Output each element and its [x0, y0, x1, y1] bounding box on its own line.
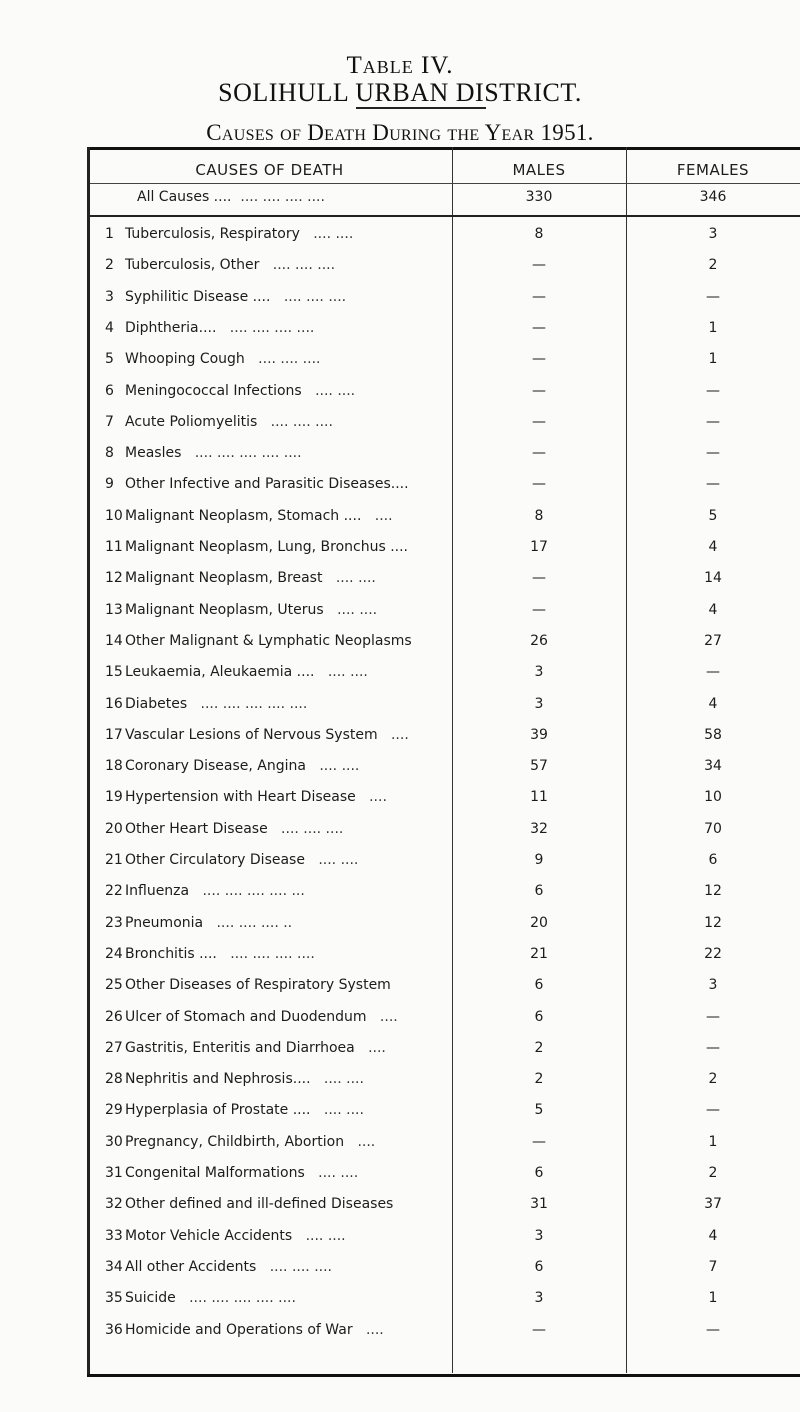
cause-number: 34: [105, 1258, 123, 1275]
table-row: [87, 226, 800, 252]
leader-dots: .... .... ....: [272, 257, 336, 274]
header-divider: [90, 183, 800, 184]
cause-number: 5: [105, 351, 114, 368]
cause-label: [105, 789, 450, 805]
table-bottom-border: [87, 1374, 800, 1377]
males-value: —: [532, 319, 546, 336]
cause-label: [105, 1196, 450, 1212]
cause-number: 36: [105, 1321, 123, 1338]
leader-dots: .... ....: [318, 852, 359, 868]
leader-dots: .... ....: [323, 1102, 364, 1119]
females-value: 4: [708, 1227, 718, 1244]
table-row: [87, 1009, 800, 1035]
males-value: —: [532, 570, 546, 587]
females-value: —: [706, 1008, 720, 1025]
females-value: 22: [704, 945, 722, 962]
cause-label: [105, 696, 450, 712]
column-header-causes: CAUSES OF DEATH: [195, 161, 344, 179]
cause-name: Pneumonia: [125, 914, 204, 931]
males-value: —: [532, 601, 546, 618]
females-value: 14: [704, 570, 722, 587]
males-value: 6: [534, 977, 544, 994]
title-underline: [356, 107, 486, 109]
cause-number: 30: [105, 1133, 123, 1150]
cause-number: 11: [105, 539, 123, 555]
cause-label: [105, 1134, 450, 1150]
leader-dots: ....: [357, 1133, 376, 1150]
females-value: 4: [708, 695, 718, 712]
cause-label: [105, 1102, 450, 1118]
males-value: 8: [534, 226, 544, 242]
cause-label: [105, 821, 450, 837]
cause-number: 28: [105, 1071, 123, 1088]
males-value: 26: [530, 632, 548, 649]
all-causes-row: [87, 189, 800, 215]
males-value: 8: [534, 507, 544, 524]
females-value: —: [706, 413, 720, 430]
males-value: 6: [534, 883, 544, 900]
cause-label: [105, 727, 450, 743]
cause-name: Other Heart Disease: [125, 820, 268, 837]
cause-name: Measles: [125, 445, 182, 462]
cause-label: [105, 602, 450, 618]
cause-name: Tuberculosis, Other: [125, 257, 260, 274]
table-row: [87, 977, 800, 1003]
cause-label: [105, 476, 450, 492]
females-value: 12: [704, 914, 722, 931]
cause-number: 20: [105, 820, 123, 837]
cause-name: Malignant Neoplasm, Breast: [125, 570, 323, 587]
cause-number: 7: [105, 413, 114, 430]
table-row: [87, 1259, 800, 1285]
table-row: [87, 414, 800, 440]
table-row: [87, 1290, 800, 1316]
cause-label: [105, 508, 450, 524]
females-value: 70: [704, 820, 722, 837]
leader-dots: .... .... ....: [258, 351, 321, 368]
males-value: 20: [530, 914, 548, 931]
cause-label: [105, 946, 450, 962]
males-value: 11: [530, 789, 548, 806]
all-causes-males: 330: [525, 189, 553, 205]
females-value: 1: [708, 351, 718, 368]
cause-name: Pregnancy, Childbirth, Abortion: [125, 1133, 345, 1150]
leader-dots: .... ....: [315, 382, 356, 399]
table-row: [87, 946, 800, 972]
table-row: [87, 1040, 800, 1066]
cause-name: Vascular Lesions of Nervous System: [125, 726, 378, 743]
females-value: 10: [704, 789, 722, 806]
cause-name: Diphtheria....: [125, 319, 217, 336]
males-value: 3: [534, 1227, 544, 1244]
leader-dots: .... .... .... .... ...: [202, 883, 305, 900]
males-value: 31: [530, 1196, 548, 1213]
cause-label: [105, 289, 450, 305]
males-value: 2: [534, 1039, 544, 1056]
females-value: —: [706, 1039, 720, 1056]
females-value: 6: [708, 852, 718, 868]
cause-name: Diabetes: [125, 695, 188, 712]
females-value: 12: [704, 883, 722, 900]
leader-dots: ....: [369, 789, 387, 806]
table-row: [87, 633, 800, 659]
leader-dots: .... ....: [318, 1165, 359, 1181]
cause-label: [105, 1040, 450, 1056]
table-row: [87, 289, 800, 315]
table-row: [87, 1102, 800, 1128]
females-value: 2: [708, 257, 718, 274]
leader-dots: .... ....: [313, 226, 354, 242]
cause-name: Leukaemia, Aleukaemia ....: [125, 664, 315, 681]
cause-name: All other Accidents: [125, 1258, 257, 1275]
leader-dots: .... ....: [323, 1071, 364, 1088]
males-value: 3: [534, 1290, 544, 1307]
leader-dots: ....: [368, 1039, 386, 1056]
males-value: 3: [534, 664, 544, 681]
cause-number: 26: [105, 1008, 123, 1025]
leader-dots: .... .... .... .... ....: [200, 695, 308, 712]
leader-dots: ....: [365, 1321, 384, 1338]
column-header-males: MALES: [512, 161, 566, 179]
leader-dots: .... ....: [327, 664, 368, 681]
cause-number: 31: [105, 1165, 123, 1181]
females-value: —: [706, 288, 720, 305]
cause-number: 9: [105, 476, 114, 493]
cause-number: 14: [105, 632, 123, 649]
cause-number: 12: [105, 570, 123, 587]
males-value: —: [532, 257, 546, 274]
cause-name: Bronchitis ....: [125, 945, 217, 962]
males-value: 6: [534, 1165, 544, 1181]
cause-label: [105, 1290, 450, 1306]
leader-dots: .... ....: [337, 601, 378, 618]
cause-name: Ulcer of Stomach and Duodendum: [125, 1008, 367, 1025]
males-value: 3: [534, 695, 544, 712]
cause-number: 24: [105, 945, 123, 962]
females-value: 7: [708, 1258, 718, 1275]
cause-name: Malignant Neoplasm, Stomach ....: [125, 507, 362, 524]
table-row: [87, 1165, 800, 1191]
males-value: —: [532, 288, 546, 305]
males-value: —: [532, 351, 546, 368]
cause-label: [105, 351, 450, 367]
cause-number: 17: [105, 726, 123, 743]
leader-dots: .... .... ....: [281, 820, 344, 837]
cause-number: 1: [105, 226, 114, 242]
table-row: [87, 351, 800, 377]
table-row: [87, 696, 800, 722]
cause-number: 6: [105, 382, 114, 399]
males-value: 6: [534, 1258, 544, 1275]
males-value: —: [532, 413, 546, 430]
cause-label: [105, 445, 450, 461]
cause-number: 35: [105, 1290, 123, 1307]
leader-dots: .... ....: [335, 570, 376, 587]
females-value: 4: [708, 601, 718, 618]
males-value: 6: [534, 1008, 544, 1025]
cause-label: [105, 664, 450, 680]
cause-label: [105, 257, 450, 273]
cause-number: 22: [105, 883, 123, 900]
table-row: [87, 1134, 800, 1160]
cause-label: [105, 883, 450, 899]
females-value: 3: [708, 226, 718, 242]
all-causes-label: All Causes .... .... .... .... ....: [137, 189, 325, 205]
all-causes-females: 346: [699, 189, 727, 205]
cause-name: Other Malignant & Lymphatic Neoplasms: [125, 632, 412, 649]
cause-number: 8: [105, 445, 114, 462]
cause-name: Tuberculosis, Respiratory: [125, 226, 300, 242]
cause-name: Motor Vehicle Accidents: [125, 1227, 293, 1244]
females-value: —: [706, 664, 720, 681]
females-value: 27: [704, 632, 722, 649]
males-value: 57: [530, 758, 548, 775]
cause-number: 27: [105, 1039, 123, 1056]
females-value: 37: [704, 1196, 722, 1213]
cause-number: 19: [105, 789, 123, 806]
cause-label: [105, 1071, 450, 1087]
females-value: —: [706, 1321, 720, 1338]
cause-name: Congenital Malformations: [125, 1165, 305, 1181]
cause-number: 18: [105, 758, 123, 775]
cause-name: Other Diseases of Respiratory System: [125, 977, 391, 994]
table-row: [87, 445, 800, 471]
cause-label: [105, 226, 450, 242]
females-value: 3: [708, 977, 718, 994]
leader-dots: ....: [390, 726, 409, 743]
leader-dots: .... .... .... .... ....: [189, 1290, 296, 1307]
table-row: [87, 539, 800, 565]
total-divider: [90, 215, 800, 217]
cause-name: Whooping Cough: [125, 351, 245, 368]
males-value: 5: [534, 1102, 544, 1119]
cause-number: 16: [105, 695, 123, 712]
cause-name: Other Infective and Parasitic Diseases....: [125, 476, 409, 493]
cause-label: [105, 383, 450, 399]
table-row: [87, 1071, 800, 1097]
males-value: 9: [534, 852, 544, 868]
females-value: 34: [704, 758, 722, 775]
table-row: [87, 1322, 800, 1348]
table-row: [87, 727, 800, 753]
cause-label: [105, 1165, 450, 1181]
cause-number: 23: [105, 914, 123, 931]
cause-name: Hypertension with Heart Disease: [125, 789, 356, 806]
males-value: —: [532, 382, 546, 399]
leader-dots: .... ....: [319, 758, 360, 775]
table-row: [87, 664, 800, 690]
cause-number: 3: [105, 288, 114, 305]
leader-dots: .... .... .... ..: [216, 914, 293, 931]
males-value: —: [532, 445, 546, 462]
cause-name: Malignant Neoplasm, Uterus: [125, 601, 324, 618]
table-number: Table IV.: [346, 52, 454, 79]
males-value: 21: [530, 945, 548, 962]
table-row: [87, 508, 800, 534]
cause-name: Homicide and Operations of War: [125, 1321, 353, 1338]
males-value: —: [532, 1321, 546, 1338]
cause-number: 10: [105, 507, 123, 524]
females-value: —: [706, 445, 720, 462]
cause-label: [105, 1228, 450, 1244]
males-value: 2: [534, 1071, 544, 1088]
males-value: —: [532, 1133, 546, 1150]
leader-dots: ....: [374, 507, 393, 524]
table-row: [87, 789, 800, 815]
cause-label: [105, 915, 450, 931]
table-row: [87, 915, 800, 941]
cause-label: [105, 320, 450, 336]
table-top-border: [87, 147, 800, 150]
table-row: [87, 883, 800, 909]
cause-number: 21: [105, 852, 123, 868]
females-value: 1: [708, 319, 718, 336]
cause-number: 13: [105, 601, 123, 618]
cause-label: [105, 1322, 450, 1338]
cause-name: Influenza: [125, 883, 190, 900]
males-value: 32: [530, 820, 548, 837]
table-row: [87, 758, 800, 784]
cause-name: Malignant Neoplasm, Lung, Bronchus ....: [125, 539, 408, 555]
females-value: 58: [704, 726, 722, 743]
leader-dots: .... .... .... ....: [230, 945, 315, 962]
females-value: —: [706, 1102, 720, 1119]
males-value: 39: [530, 726, 548, 743]
table-row: [87, 570, 800, 596]
cause-label: [105, 852, 450, 868]
leader-dots: ....: [379, 1008, 398, 1025]
cause-label: [105, 539, 450, 555]
cause-label: [105, 633, 450, 649]
cause-label: [105, 414, 450, 430]
females-value: —: [706, 382, 720, 399]
table-subtitle: Causes of Death During the Year 1951.: [206, 120, 594, 145]
leader-dots: .... .... .... ....: [229, 319, 315, 336]
cause-number: 33: [105, 1227, 123, 1244]
cause-label: [105, 1009, 450, 1025]
leader-dots: .... .... ....: [270, 413, 333, 430]
cause-label: [105, 1259, 450, 1275]
leader-dots: .... ....: [305, 1227, 346, 1244]
leader-dots: .... .... ....: [269, 1258, 332, 1275]
table-row: [87, 476, 800, 502]
cause-name: Hyperplasia of Prostate ....: [125, 1102, 311, 1119]
table-row: [87, 1196, 800, 1222]
table-row: [87, 1228, 800, 1254]
table-row: [87, 257, 800, 283]
cause-number: 15: [105, 664, 123, 681]
females-value: —: [706, 476, 720, 493]
table-row: [87, 852, 800, 878]
table-row: [87, 383, 800, 409]
cause-label: [105, 977, 450, 993]
cause-name: Other defined and ill-defined Diseases: [125, 1196, 394, 1213]
females-value: 2: [708, 1071, 718, 1088]
cause-number: 25: [105, 977, 123, 994]
cause-name: Other Circulatory Disease: [125, 852, 305, 868]
cause-number: 29: [105, 1102, 123, 1119]
column-header-females: FEMALES: [676, 161, 750, 179]
cause-name: Meningococcal Infections: [125, 382, 302, 399]
cause-name: Coronary Disease, Angina: [125, 758, 306, 775]
cause-name: Suicide: [125, 1290, 176, 1307]
cause-name: Acute Poliomyelitis: [125, 413, 258, 430]
cause-name: Nephritis and Nephrosis....: [125, 1071, 311, 1088]
females-value: 5: [708, 507, 718, 524]
table-row: [87, 821, 800, 847]
cause-label: [105, 570, 450, 586]
table-row: [87, 602, 800, 628]
district-title: SOLIHULL URBAN DISTRICT.: [218, 78, 582, 107]
leader-dots: .... .... .... .... ....: [194, 445, 302, 462]
females-value: 4: [708, 539, 718, 555]
cause-label: [105, 758, 450, 774]
cause-number: 32: [105, 1196, 123, 1213]
cause-number: 4: [105, 319, 114, 336]
females-value: 2: [708, 1165, 718, 1181]
females-value: 1: [708, 1133, 718, 1150]
cause-name: Gastritis, Enteritis and Diarrhoea: [125, 1039, 355, 1056]
females-value: 1: [708, 1290, 718, 1307]
table-row: [87, 320, 800, 346]
males-value: —: [532, 476, 546, 493]
cause-number: 2: [105, 257, 114, 274]
males-value: 17: [530, 539, 548, 555]
cause-name: Syphilitic Disease ....: [125, 288, 271, 305]
leader-dots: .... .... ....: [283, 288, 347, 305]
